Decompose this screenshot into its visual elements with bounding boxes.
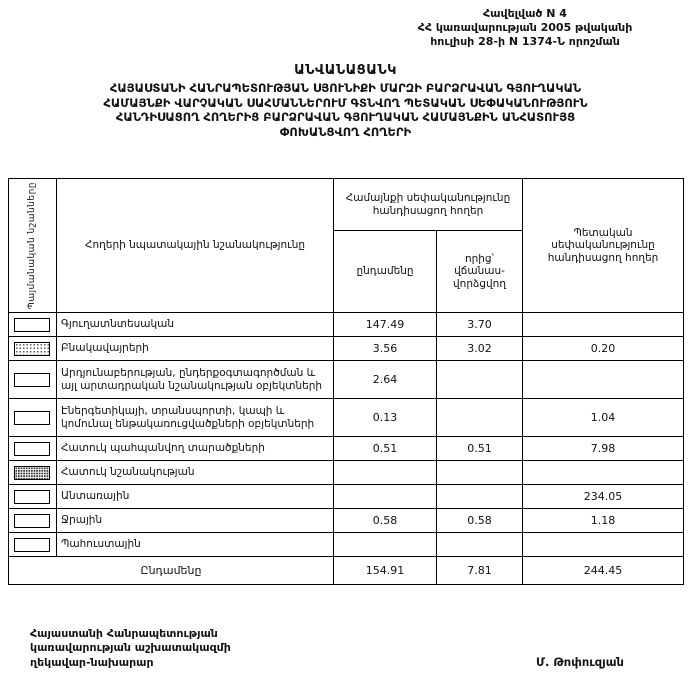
signatory-title-block [30, 627, 231, 670]
land-category-label: Ջրային [57, 509, 334, 533]
document-title: ԱՆՎԱՆԱՑԱՆԿ [294, 63, 397, 78]
community-total-value: 147.49 [334, 313, 437, 337]
appendix-line: հուլիսի 28-ի N 1374-Ն որոշման [430, 34, 620, 48]
state-value: 234.05 [523, 485, 684, 509]
col-header-purpose: Հողերի նպատակային նշանակությունը [57, 179, 334, 313]
col-header-community-total: ընդամենը [334, 231, 437, 313]
legend-swatch [14, 442, 50, 456]
community-total-value [334, 461, 437, 485]
state-value [523, 533, 684, 557]
land-category-label: Էներգետիկայի, տրանսպորտի, կապի և կոմունալ ենթակառուցվածքների օբյեկտների [57, 399, 334, 437]
state-value: 7.98 [523, 437, 684, 461]
table-row [9, 461, 684, 485]
legend-swatch-cell [9, 485, 57, 509]
table-row [9, 399, 684, 437]
table-row [9, 361, 684, 399]
land-category-label: Բնակավայրերի [57, 337, 334, 361]
signatory-title-line: կառավարության աշխատակազմի [30, 641, 231, 655]
table-row [9, 509, 684, 533]
community-total-value: 0.13 [334, 399, 437, 437]
legend-swatch [14, 318, 50, 332]
legend-swatch [14, 514, 50, 528]
col-header-community-ofwhich: որից՝ վճանաս- վորձցվող [437, 231, 523, 313]
document-title-block [0, 63, 691, 140]
community-total-value [334, 485, 437, 509]
community-total-value: 0.51 [334, 437, 437, 461]
total-community-total-value: 154.91 [334, 557, 437, 585]
legend-swatch-cell [9, 361, 57, 399]
land-category-label: Հատուկ պահպանվող տարածքների [57, 437, 334, 461]
land-category-label: Պահուստային [57, 533, 334, 557]
legend-swatch-cell [9, 533, 57, 557]
legend-swatch-cell [9, 461, 57, 485]
land-table [8, 178, 684, 585]
land-category-label: Գյուղատնտեսական [57, 313, 334, 337]
table-row [9, 485, 684, 509]
community-ofwhich-value: 3.02 [437, 337, 523, 361]
table-row [9, 337, 684, 361]
table-header-row [9, 179, 684, 231]
legend-swatch [14, 373, 50, 387]
community-ofwhich-value: 3.70 [437, 313, 523, 337]
community-ofwhich-value: 0.51 [437, 437, 523, 461]
state-value [523, 313, 684, 337]
community-total-value: 2.64 [334, 361, 437, 399]
community-total-value: 0.58 [334, 509, 437, 533]
legend-swatch-cell [9, 437, 57, 461]
land-table-container [8, 178, 683, 585]
legend-swatch-cell [9, 337, 57, 361]
legend-swatch-cell [9, 399, 57, 437]
title-line: ՓՈԽԱՆՑՎՈՂ ՀՈՂԵՐԻ [279, 125, 412, 140]
appendix-line: ՀՀ կառավարության 2005 թվականի [417, 20, 633, 34]
community-total-value: 3.56 [334, 337, 437, 361]
community-ofwhich-value [437, 461, 523, 485]
legend-swatch [14, 466, 50, 480]
title-line: ՀԱՅԱՍՏԱՆԻ ՀԱՆՐԱՊԵՏՈՒԹՅԱՆ ՍՅՈՒՆԻՔԻ ՄԱՐԶԻ ԲԱՐՁՐԱՎԱՆ ԳՅՈՒՂԱԿԱՆ [109, 81, 582, 95]
title-line: ՀԱՆԴԻՍԱՑՈՂ ՀՈՂԵՐԻՑ ԲԱՐՁՐԱՎԱՆ ԳՅՈՒՂԱԿԱՆ ՀԱՄԱՅՆՔԻՆ ԱՆՀԱՏՈՒՅՑ [115, 110, 576, 125]
land-category-label: Արդյունաբերության, ընդերքօգտագործման և այլ արտադրական նշանակության օբյեկտների [57, 361, 334, 399]
state-value: 1.18 [523, 509, 684, 533]
signatory-name: Մ. Թոփուզյան [536, 655, 624, 669]
legend-swatch [14, 538, 50, 552]
state-value [523, 361, 684, 399]
appendix-line: Հավելված N 4 [483, 7, 567, 20]
total-row-label: Ընդամենը [9, 557, 334, 585]
state-value [523, 461, 684, 485]
land-category-label: Անտառային [57, 485, 334, 509]
legend-swatch [14, 342, 50, 356]
table-total-row [9, 557, 684, 585]
signatory-title-line: Հայաստանի Հանրապետության [30, 627, 218, 640]
signatory-title-line: ղեկավար-նախարար [30, 655, 154, 669]
title-line: ՀԱՄԱՅՆՔԻ ՎԱՐՉԱԿԱՆ ՍԱՀՄԱՆՆԵՐՈՒՄ ԳՏՆՎՈՂ ՊԵՏԱԿԱՆ ՍԵՓԱԿԱՆՈՒԹՅՈՒՆ [103, 95, 588, 110]
col-header-state: Պետական սեփականությունը հանդիսացող հողեր [523, 179, 684, 313]
total-state-value: 244.45 [523, 557, 684, 585]
appendix-reference [369, 7, 681, 48]
community-ofwhich-value [437, 399, 523, 437]
table-row [9, 313, 684, 337]
community-ofwhich-value [437, 361, 523, 399]
table-row [9, 533, 684, 557]
state-value: 0.20 [523, 337, 684, 361]
land-category-label: Հատուկ նշանակության [57, 461, 334, 485]
community-ofwhich-value [437, 533, 523, 557]
legend-swatch [14, 490, 50, 504]
col-header-community: Համայնքի սեփականությունը հանդիսացող հողեր [334, 179, 523, 231]
community-total-value [334, 533, 437, 557]
legend-swatch-cell [9, 313, 57, 337]
table-row [9, 437, 684, 461]
community-ofwhich-value: 0.58 [437, 509, 523, 533]
community-ofwhich-value [437, 485, 523, 509]
total-community-ofwhich-value: 7.81 [437, 557, 523, 585]
legend-swatch-cell [9, 509, 57, 533]
col-header-symbols [9, 179, 57, 313]
legend-swatch [14, 411, 50, 425]
col-header-symbols-label: Պայմանական նշանները [27, 181, 38, 310]
state-value: 1.04 [523, 399, 684, 437]
